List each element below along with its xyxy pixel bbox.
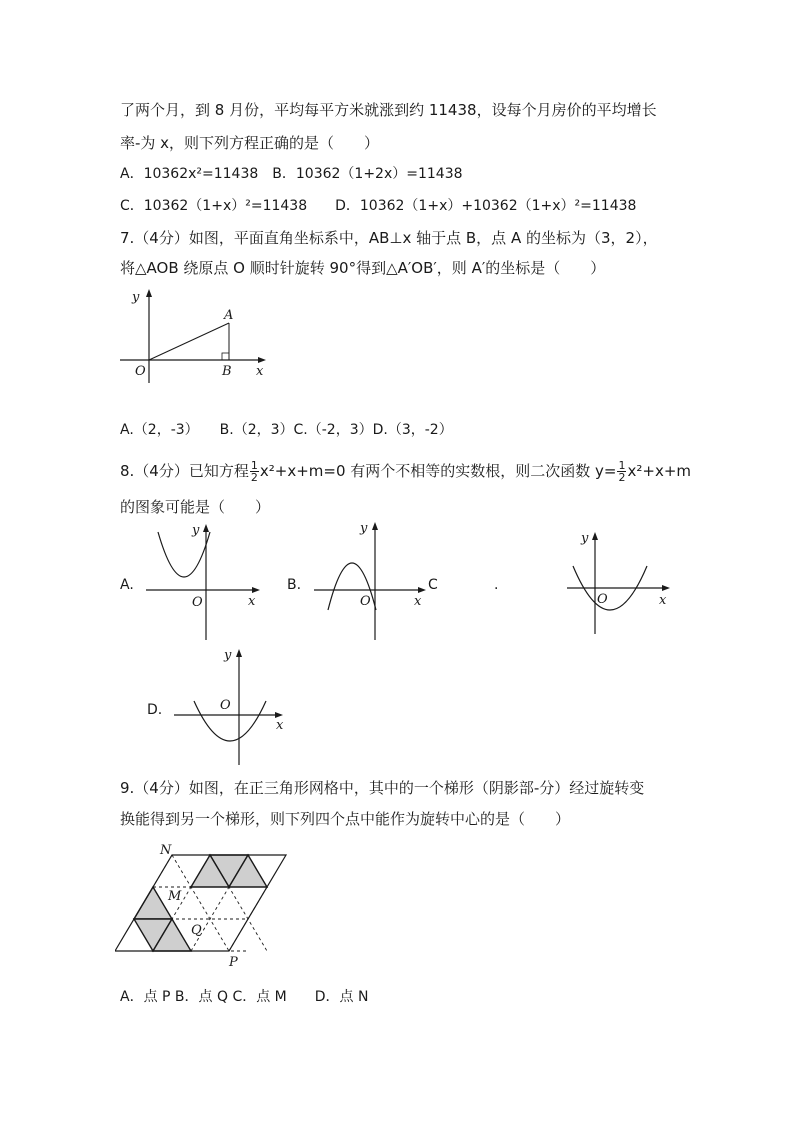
q9-line1: 9.（4分）如图，在正三角形网格中，其中的一个梯形（阴影部-分）经过旋转变 <box>120 779 645 797</box>
q7-coordinate-figure <box>118 285 273 385</box>
q8-frac1-den: 2 <box>250 471 258 484</box>
q8-graph-b <box>310 518 435 642</box>
q8a-x-label: x <box>248 594 256 609</box>
q8d-y-label: y <box>224 648 232 663</box>
q9-options: A．点 P B．点 Q C．点 M D．点 N <box>120 989 369 1005</box>
q8-option-c-dot: . <box>494 577 499 593</box>
q7-line2: 将△AOB 绕原点 O 顺时针旋转 90°得到△A′OB′，则 A′的坐标是（ ） <box>120 259 606 277</box>
q8b-y-label: y <box>360 521 368 536</box>
q9-point-p-label: P <box>229 955 238 970</box>
q6-options-ab: A．10362x²=11438 B．10362（1+2x）=11438 <box>120 166 463 182</box>
q8-frac1-num: 1 <box>250 459 258 472</box>
q8a-y-label: y <box>192 523 200 538</box>
q8c-origin-label: O <box>597 592 608 607</box>
q8a-origin-label: O <box>192 595 203 610</box>
q7-point-a-label: A <box>224 308 234 323</box>
q7-x-label: x <box>256 364 264 379</box>
q7-line1: 7.（4分）如图，平面直角坐标系中，AB⊥x 轴于点 B，点 A 的坐标为（3，2）， <box>120 229 658 247</box>
q8-text-mid: x²+x+m=0 有两个不相等的实数根，则二次函数 y= <box>259 462 617 480</box>
q8-fraction-2 <box>617 460 626 483</box>
q8b-origin-label: O <box>360 594 371 609</box>
q8-text-pre: 8.（4分）已知方程 <box>120 462 249 480</box>
q9-triangle-grid-figure <box>115 840 290 972</box>
q8-option-d-label: D. <box>147 702 163 718</box>
q8-line2: 的图象可能是（ ） <box>120 498 271 516</box>
q9-line2: 换能得到另一个梯形，则下列四个点中能作为旋转中心的是（ ） <box>120 810 571 828</box>
q8-fraction-1 <box>250 460 259 483</box>
q8b-x-label: x <box>414 594 422 609</box>
q6-line2: 率-为 x，则下列方程正确的是（ ） <box>120 134 380 152</box>
q8-option-c-label: C <box>428 577 438 593</box>
q8-frac2-den: 2 <box>618 471 626 484</box>
q7-y-label: y <box>132 290 140 305</box>
q8d-x-label: x <box>276 718 284 733</box>
q8-option-b-label: B. <box>287 577 302 593</box>
q8-option-a-label: A. <box>120 577 134 593</box>
q8-graph-c <box>565 528 677 636</box>
q9-point-q-label: Q <box>191 923 202 938</box>
q8-graph-a <box>142 520 267 642</box>
q6-options-cd: C．10362（1+x）²=11438 D．10362（1+x）+10362（1+x）²=11438 <box>120 198 637 214</box>
q8c-y-label: y <box>581 531 589 546</box>
q7-options: A.（2，-3） B.（2，3）C.（-2，3）D.（3，-2） <box>120 422 453 438</box>
q7-point-b-label: B <box>222 364 232 379</box>
q8-text-post: x²+x+m <box>627 462 691 480</box>
q8-frac2-num: 1 <box>618 459 626 472</box>
q9-point-m-label: M <box>168 889 182 904</box>
q8c-x-label: x <box>659 593 667 608</box>
q6-line1: 了两个月，到 8 月份，平均每平方米就涨到约 11438，设每个月房价的平均增长 <box>120 101 657 119</box>
q8d-origin-label: O <box>220 698 231 713</box>
q7-origin-label: O <box>135 364 146 379</box>
q9-point-n-label: N <box>160 843 172 858</box>
q8-graph-d <box>172 645 292 767</box>
q8-line1 <box>120 460 691 483</box>
